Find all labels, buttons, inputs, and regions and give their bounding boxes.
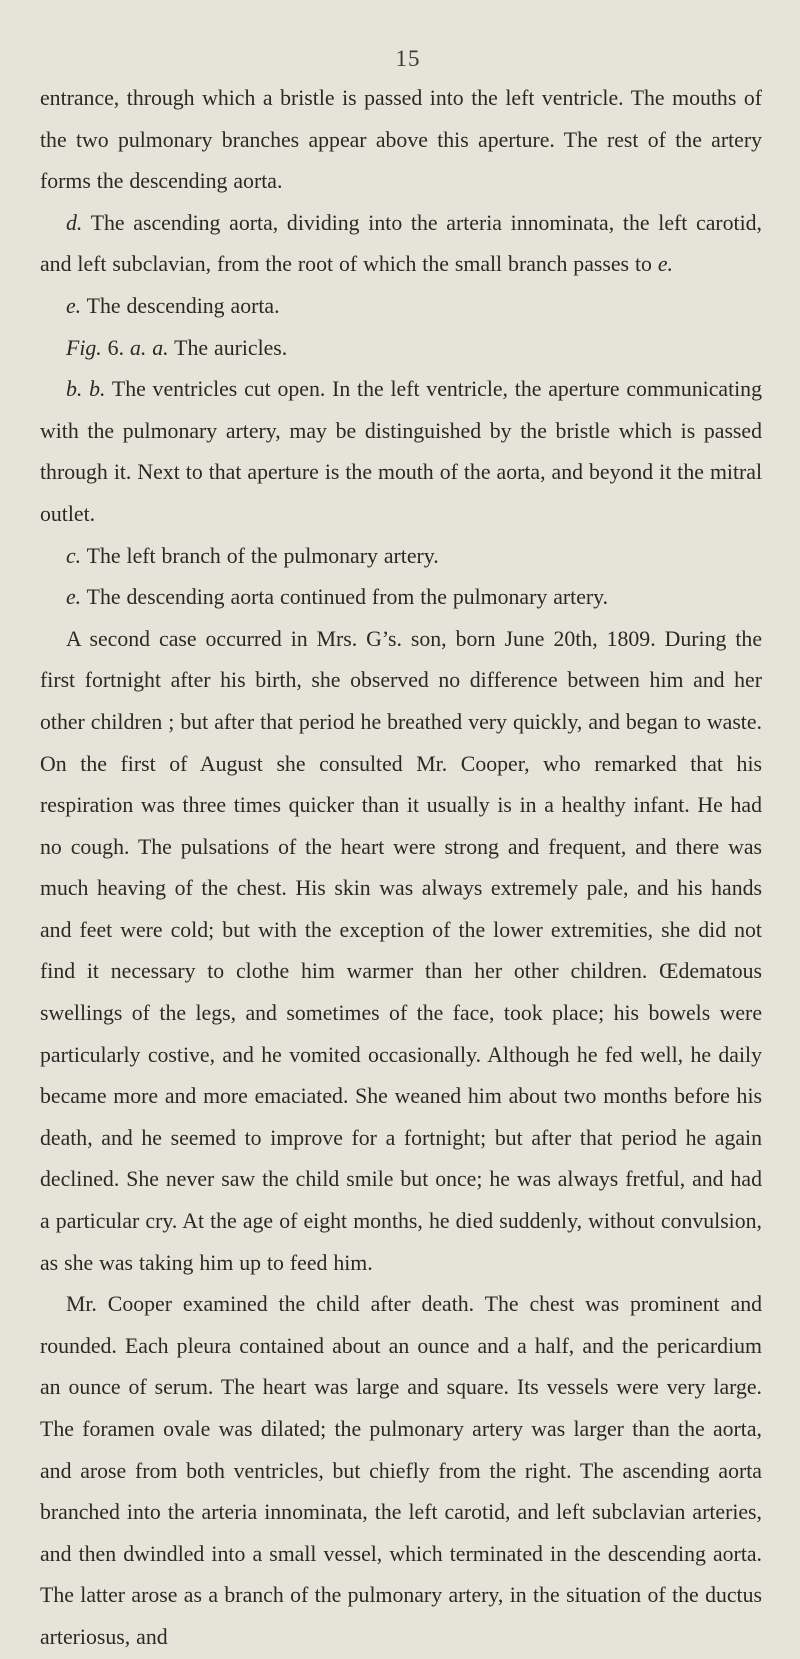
paragraph: [40, 369, 762, 535]
paragraph: [40, 203, 762, 286]
italic-text: e.: [66, 585, 82, 610]
text-run: The ascending aorta, dividing into the arteria innominata, the left carotid, and left subclavian, from the root of which the small branch passes to: [40, 210, 762, 277]
italic-text: d.: [66, 210, 83, 235]
page-number: 15: [395, 46, 421, 71]
text-run: A second case occurred in Mrs. G’s. son, born June 20th, 1809. During the first fortnight after his birth, she observed no difference between him and her other children ; but after that period he breathed very quickly, and began to waste. On the first of August she consulted Mr. Cooper, who remarked that his respiration was three times quicker than it usually is in a healthy infant. He had no cough. The pulsations of the heart were strong and frequent, and there was much heaving of the chest. His skin was always extremely pale, and his hands and feet were cold; but with the exception of the lower extremities, she did not find it necessary to clothe him warmer than her other children. Œdematous swellings of the legs, and sometimes of the face, took place; his bowels were particularly costive, and he vomited occasionally. Although he fed well, he daily became more and more emaciated. She weaned him about two months before his death, and he seemed to improve for a fortnight; but after that period he again declined. She never saw the child smile but once; he was always fretful, and had a particular cry. At the age of eight months, he died suddenly, without convulsion, as she was taking him up to feed him.: [40, 626, 762, 1275]
text-run: The auricles.: [168, 335, 288, 360]
italic-text: e.: [657, 252, 673, 277]
paragraph: [40, 577, 762, 619]
text-run: The descending aorta continued from the pulmonary artery.: [81, 585, 609, 610]
paragraph: [40, 619, 762, 1285]
text-run: The ventricles cut open. In the left ventricle, the aperture communicating with the pulmonary artery, may be distinguished by the bristle which is passed through it. Next to that aperture is the mouth of the aorta, and beyond it the mitral outlet.: [40, 377, 762, 526]
text-run: entrance, through which a bristle is passed into the left ventricle. The mouths of the two pulmonary branches appear above this aperture. The rest of the artery forms the descending aorta.: [40, 86, 762, 194]
text-run: The descending aorta.: [81, 293, 280, 318]
paragraph: [40, 536, 762, 578]
paragraph: [40, 78, 762, 203]
paragraph: [40, 286, 762, 328]
paragraph: [40, 328, 762, 370]
italic-text: b. b.: [66, 377, 106, 402]
italic-text: a. a.: [129, 335, 169, 360]
italic-text: c.: [66, 543, 82, 568]
italic-text: Fig.: [66, 335, 102, 360]
body-text: [40, 78, 762, 1659]
italic-text: e.: [66, 293, 82, 318]
text-run: 6.: [101, 335, 130, 360]
paragraph: [40, 1284, 762, 1658]
text-run: Mr. Cooper examined the child after death. The chest was prominent and rounded. Each pleura contained about an ounce and a half, and the pericardium an ounce of serum. The heart was large and square. Its vessels were very large. The foramen ovale was dilated; the pulmonary artery was larger than the aorta, and arose from both ventricles, but chiefly from the right. The ascending aorta branched into the arteria innominata, the left carotid, and left subclavian arteries, and then dwindled into a small vessel, which terminated in the descending aorta. The latter arose as a branch of the pulmonary artery, in the situation of the ductus arteriosus, and: [40, 1292, 762, 1649]
text-run: The left branch of the pulmonary artery.: [81, 543, 439, 568]
